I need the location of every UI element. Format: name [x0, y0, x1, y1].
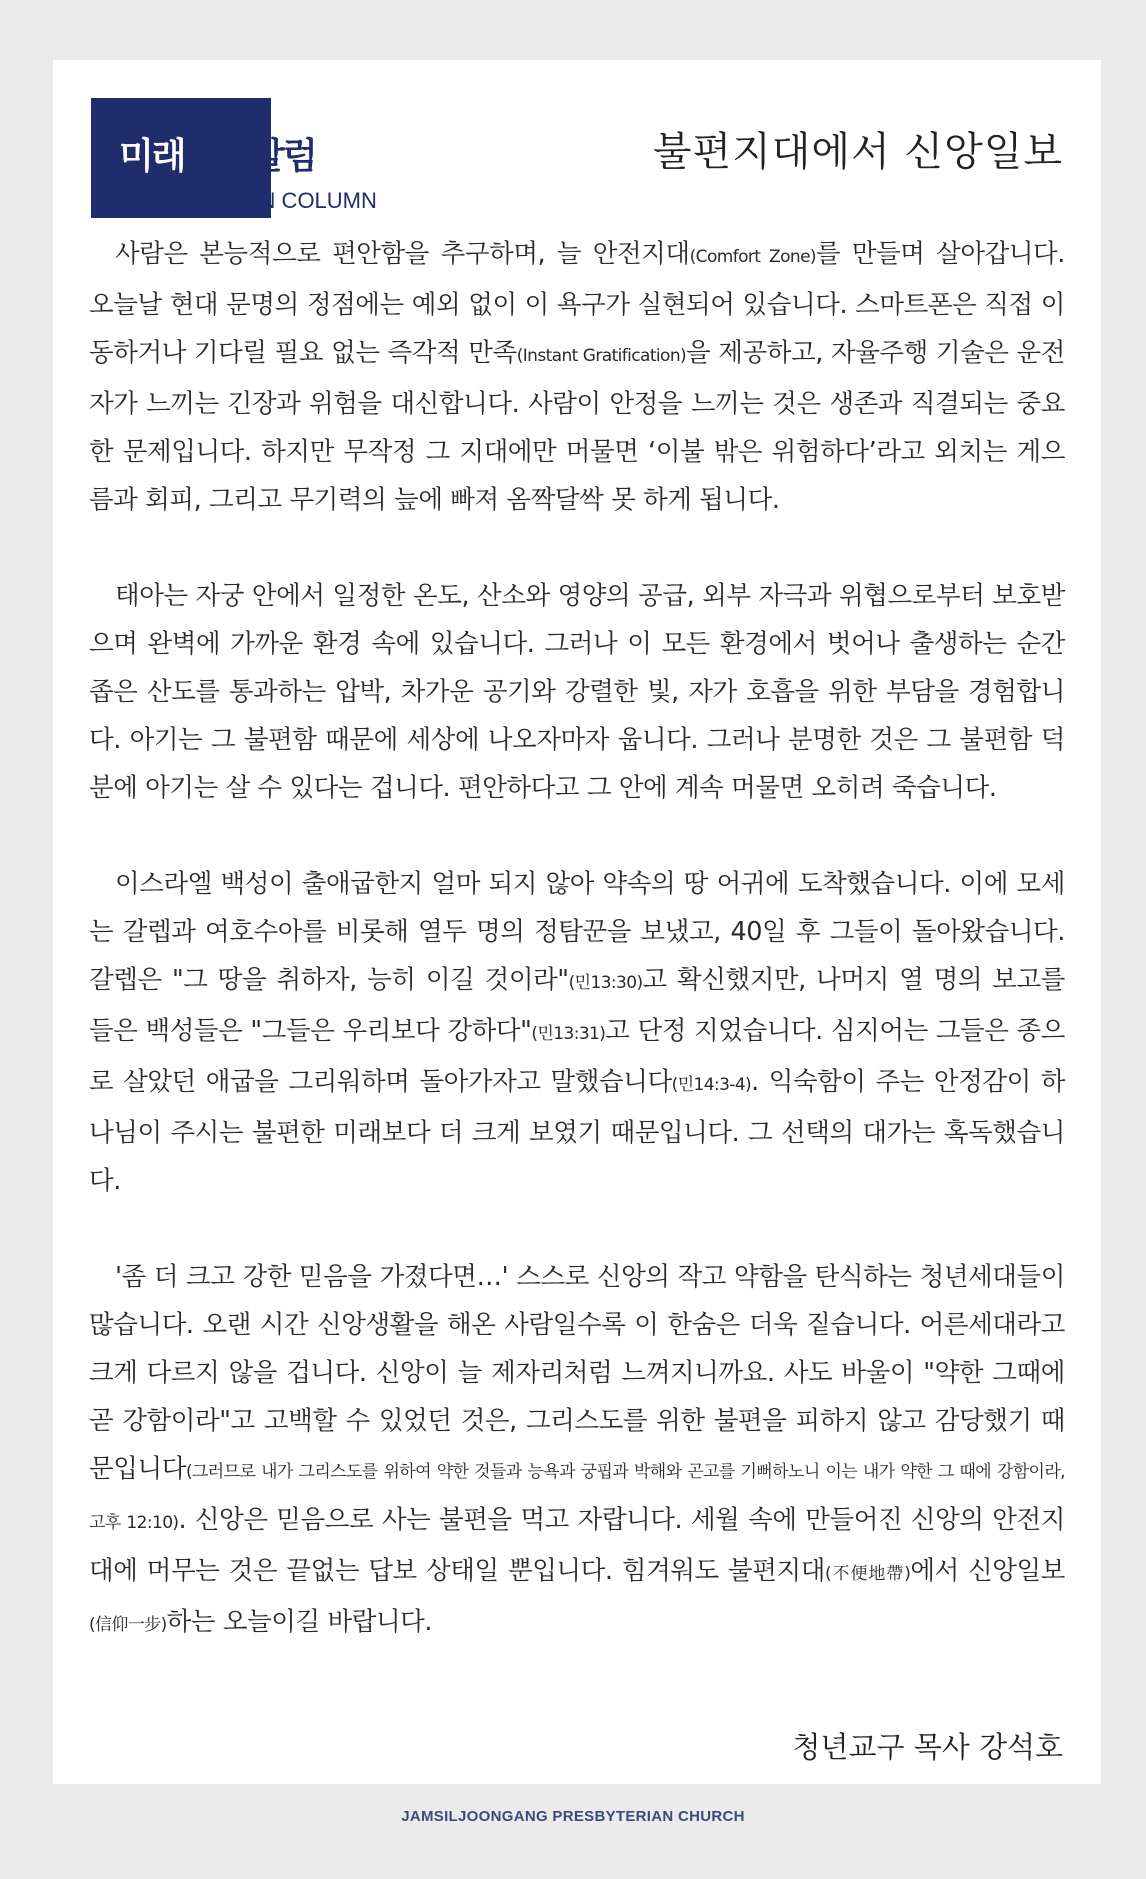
citation-text: (그러므로 내가 그리스도를 위하여 약한 것들과 능욕과 궁핍과 박해와 곤고를 기뻐하노니 이는 내가 약한 그 때에 강함이라, 고후 12:10)	[89, 1462, 1065, 1533]
paragraph	[89, 572, 1065, 812]
citation-text: (不便地帶)	[824, 1564, 911, 1584]
paragraph-text: 을 제공하고, 자율주행 기술은 운전자가 느끼는 긴장과 위험을 대신합니다. 사람이 안정을 느끼는 것은 생존과 직결되는 중요한 문제입니다. 하지만 무작정 그 지대에만 머물면 ‘이불 밖은 위험하다’라고 외치는 게으름과 회피, 그리고 무기력의 늪에 빠져 옴짝달싹 못 하게 됩니다.	[89, 338, 1065, 515]
paragraph-text: 이스라엘 백성이 출애굽한지 얼마 되지 않아 약속의 땅 어귀에 도착했습니다. 이에 모세는 갈렙과 여호수아를 비롯해 열두 명의 정탐꾼을 보냈고, 40일 후 그들이 돌아왔습니다. 갈렙은 "그 땅을 취하자, 능히 이길 것이라"	[89, 869, 1065, 995]
church-footer: JAMSILJOONGANG PRESBYTERIAN CHURCH	[401, 1808, 745, 1825]
article-body	[89, 230, 1065, 1649]
paragraph-text: 고 단정 지었습니다. 심지어는 그들은 종으로 살았던 애굽을 그리워하며 돌아가자고 말했습니다	[89, 1016, 1065, 1097]
paragraph-text: '좀 더 크고 강한 믿음을 가졌다면…' 스스로 신앙의 작고 약함을 탄식하는 청년세대들이 많습니다. 오랜 시간 신앙생활을 해온 사람일수록 이 한숨은 더욱 짙습니다. 어른세대라고 크게 다르지 않을 겁니다. 신앙이 늘 제자리처럼 느껴지니까요. 사도 바울이 "약한 그때에 곧 강함이라"고 고백할 수 있었던 것은, 그리스도를 위한 불편을 피하지 않고 감당했기 때문입니다	[89, 1262, 1065, 1484]
citation-text: (Comfort Zone)	[689, 247, 816, 267]
paragraph	[89, 230, 1065, 524]
logo-title-dark: 세대칼럼	[184, 136, 316, 177]
citation-text: (민13:31)	[531, 1024, 606, 1044]
page-title: 불편지대에서 신앙일보	[652, 129, 1063, 175]
paragraph-text: 고 확신했지만, 나머지 열 명의 보고를 들은 백성들은 "그들은 우리보다 강하다"	[89, 965, 1066, 1046]
paragraph-text: 를 만들며 살아갑니다. 오늘날 현대 문명의 정점에는 예외 없이 이 욕구가 실현되어 있습니다. 스마트폰은 직접 이동하거나 기다릴 필요 없는 즉각적 만족	[89, 239, 1065, 368]
logo-title	[119, 128, 316, 179]
citation-text: (민13:30)	[568, 973, 643, 993]
paragraph	[89, 1253, 1065, 1649]
paragraph-text: . 익숙함이 주는 안정감이 하나님이 주시는 불편한 미래보다 더 크게 보였기 때문입니다. 그 선택의 대가는 혹독했습니다.	[89, 1067, 1065, 1196]
paragraph-text: 에서 신앙일보	[910, 1556, 1065, 1586]
paragraph-text: 사람은 본능적으로 편안함을 추구하며, 늘 안전지대	[115, 239, 690, 269]
citation-text: (Instant Gratification)	[516, 346, 687, 366]
author-signature: 청년교구 목사 강석호	[792, 1730, 1063, 1764]
logo-subtitle: F-GEN COLUMN	[207, 188, 377, 213]
paragraph-text: 태아는 자궁 안에서 일정한 온도, 산소와 영양의 공급, 외부 자극과 위협으로부터 보호받으며 완벽에 가까운 환경 속에 있습니다. 그러나 이 모든 환경에서 벗어나 출생하는 순간 좁은 산도를 통과하는 압박, 차가운 공기와 강렬한 빛, 자가 호흡을 위한 부담을 경험합니다. 아기는 그 불편함 때문에 세상에 나오자마자 웁니다. 그러나 분명한 것은 그 불편함 덕분에 아기는 살 수 있다는 겁니다. 편안하다고 그 안에 계속 머물면 오히려 죽습니다.	[89, 581, 1065, 803]
logo-title-white: 미래	[119, 136, 185, 177]
paragraph-text: 하는 오늘이길 바랍니다.	[166, 1607, 433, 1637]
paragraph	[89, 860, 1065, 1205]
column-card	[53, 60, 1101, 1784]
column-logo	[91, 98, 377, 218]
paragraph-text: . 신앙은 믿음으로 사는 불편을 먹고 자랍니다. 세월 속에 만들어진 신앙의 안전지대에 머무는 것은 끝없는 답보 상태일 뿐입니다. 힘겨워도 불편지대	[89, 1505, 1065, 1586]
citation-text: (민14:3-4)	[671, 1075, 752, 1095]
citation-text: (信仰一步)	[89, 1615, 167, 1635]
